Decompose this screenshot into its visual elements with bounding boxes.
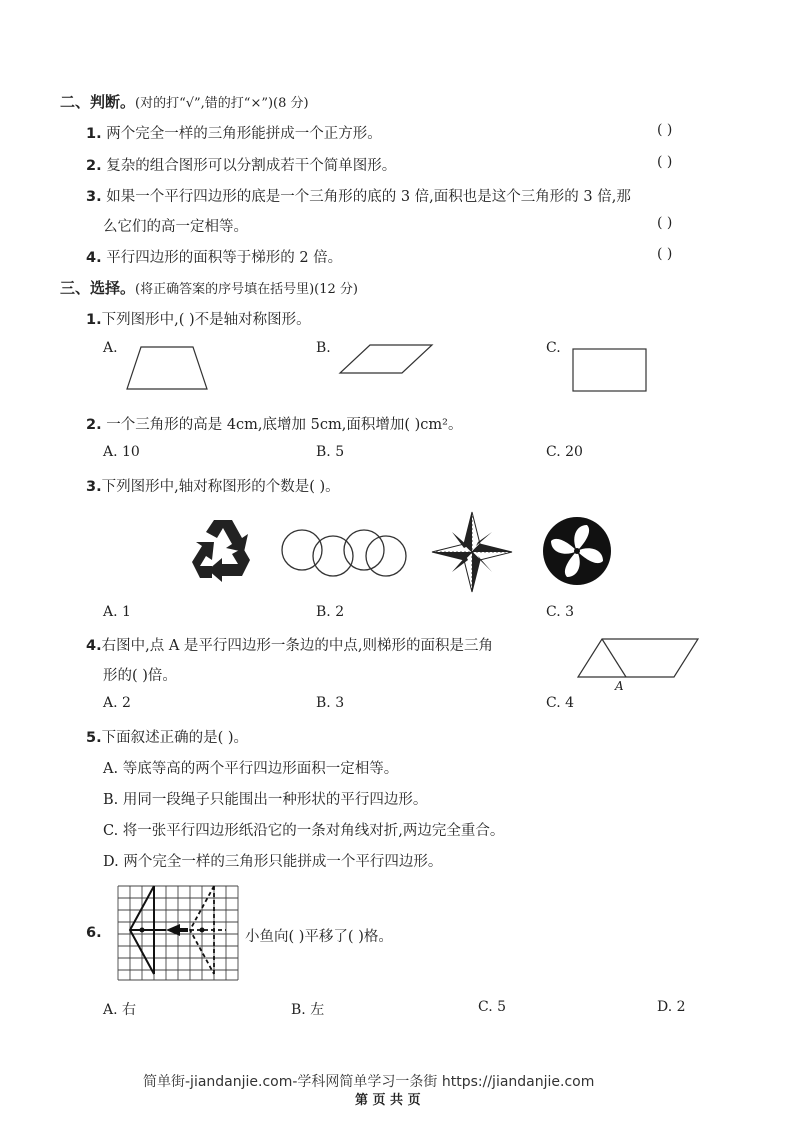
judge-item-2: [86, 154, 396, 175]
judge-item-4: [86, 246, 342, 267]
question-text: 下列图形中,轴对称图形的个数是( )。: [101, 479, 340, 495]
choice-q6-number: [86, 925, 102, 941]
judge-note: (对的打“√”,错的打“×”)(8 分): [135, 96, 309, 111]
judge-title: 二、判断。: [60, 93, 136, 111]
parallelogram-figure: [340, 340, 440, 380]
pinwheel-circle-figure: [541, 515, 613, 587]
q1-option-a[interactable]: A.: [103, 340, 118, 356]
q1-option-c[interactable]: C.: [546, 340, 561, 356]
q2-option-a[interactable]: A. 10: [103, 444, 140, 460]
question-text: 一个三角形的高是 4cm,底增加 5cm,面积增加( )cm²。: [106, 417, 463, 433]
item-number: 3.: [86, 189, 102, 205]
item-number: 2.: [86, 158, 102, 174]
q2-option-b[interactable]: B. 5: [316, 444, 345, 460]
q5-option-b[interactable]: B. 用同一段绳子只能围出一种形状的平行四边形。: [103, 792, 428, 808]
item-text: 复杂的组合图形可以分割成若干个简单图形。: [106, 158, 397, 174]
judge-item-3: [86, 185, 631, 206]
question-text: 下面叙述正确的是( )。: [101, 730, 249, 746]
rectangle-figure: [571, 347, 651, 393]
q2-option-c[interactable]: C. 20: [546, 444, 583, 460]
judge-item-3-cont: 么它们的高一定相等。: [103, 219, 248, 235]
recycle-symbol-figure: [188, 516, 258, 582]
q4-option-c[interactable]: C. 4: [546, 695, 575, 711]
item-number: 1.: [86, 126, 102, 142]
answer-paren-4[interactable]: ( ): [657, 246, 673, 262]
question-number: 6.: [86, 925, 102, 941]
judge-item-1: [86, 122, 382, 143]
judge-section-title: [60, 91, 309, 112]
item-text: 平行四边形的面积等于梯形的 2 倍。: [106, 250, 343, 266]
choice-note: (将正确答案的序号填在括号里)(12 分): [135, 282, 358, 297]
question-number: 5.: [86, 730, 102, 746]
page-number: 第 页 共 页: [355, 1093, 421, 1108]
q5-option-c[interactable]: C. 将一张平行四边形纸沿它的一条对角线对折,两边完全重合。: [103, 823, 505, 839]
parallelogram-midpoint-figure: [576, 636, 706, 696]
q3-option-b[interactable]: B. 2: [316, 604, 345, 620]
item-number: 4.: [86, 250, 102, 266]
choice-q6-text: 小鱼向( )平移了( )格。: [245, 929, 393, 945]
q3-option-a[interactable]: A. 1: [103, 604, 131, 620]
q5-option-d[interactable]: D. 两个完全一样的三角形只能拼成一个平行四边形。: [103, 854, 443, 870]
choice-q2: [86, 413, 462, 434]
q3-option-c[interactable]: C. 3: [546, 604, 575, 620]
q1-option-b[interactable]: B.: [316, 340, 331, 356]
question-number: 4.: [86, 638, 102, 654]
fish-grid-figure: [116, 884, 240, 982]
choice-q4-cont: 形的( )倍。: [103, 668, 177, 684]
compass-star-figure: [430, 510, 514, 594]
choice-q1: [86, 308, 311, 329]
q5-option-a[interactable]: A. 等底等高的两个平行四边形面积一定相等。: [103, 761, 399, 777]
item-text: 两个完全一样的三角形能拼成一个正方形。: [106, 126, 382, 142]
q6-option-b[interactable]: B. 左: [291, 1002, 325, 1018]
question-number: 3.: [86, 479, 102, 495]
answer-paren-3[interactable]: ( ): [657, 215, 673, 231]
question-text: 右图中,点 A 是平行四边形一条边的中点,则梯形的面积是三角: [101, 638, 494, 654]
question-number: 2.: [86, 417, 102, 433]
choice-q4: [86, 634, 493, 655]
olympic-rings-figure: [280, 524, 410, 584]
point-a-label: A: [615, 679, 624, 693]
q4-option-a[interactable]: A. 2: [103, 695, 131, 711]
q6-option-d[interactable]: D. 2: [657, 999, 686, 1015]
q4-option-b[interactable]: B. 3: [316, 695, 345, 711]
choice-q3: [86, 475, 340, 496]
footer-line: 简单街-jiandanjie.com-学科网简单学习一条街 https://jiandanjie.com: [143, 1074, 595, 1090]
trapezoid-figure: [125, 344, 215, 394]
q6-option-a[interactable]: A. 右: [103, 1002, 137, 1018]
item-text: 如果一个平行四边形的底是一个三角形的底的 3 倍,面积也是这个三角形的 3 倍,那: [106, 189, 631, 205]
question-number: 1.: [86, 312, 102, 328]
question-text: 下列图形中,( )不是轴对称图形。: [101, 312, 311, 328]
q6-option-c[interactable]: C. 5: [478, 999, 507, 1015]
choice-q5: [86, 726, 248, 747]
answer-paren-2[interactable]: ( ): [657, 154, 673, 170]
choice-title: 三、选择。: [60, 279, 136, 297]
answer-paren-1[interactable]: ( ): [657, 122, 673, 138]
choice-section-title: [60, 277, 358, 298]
